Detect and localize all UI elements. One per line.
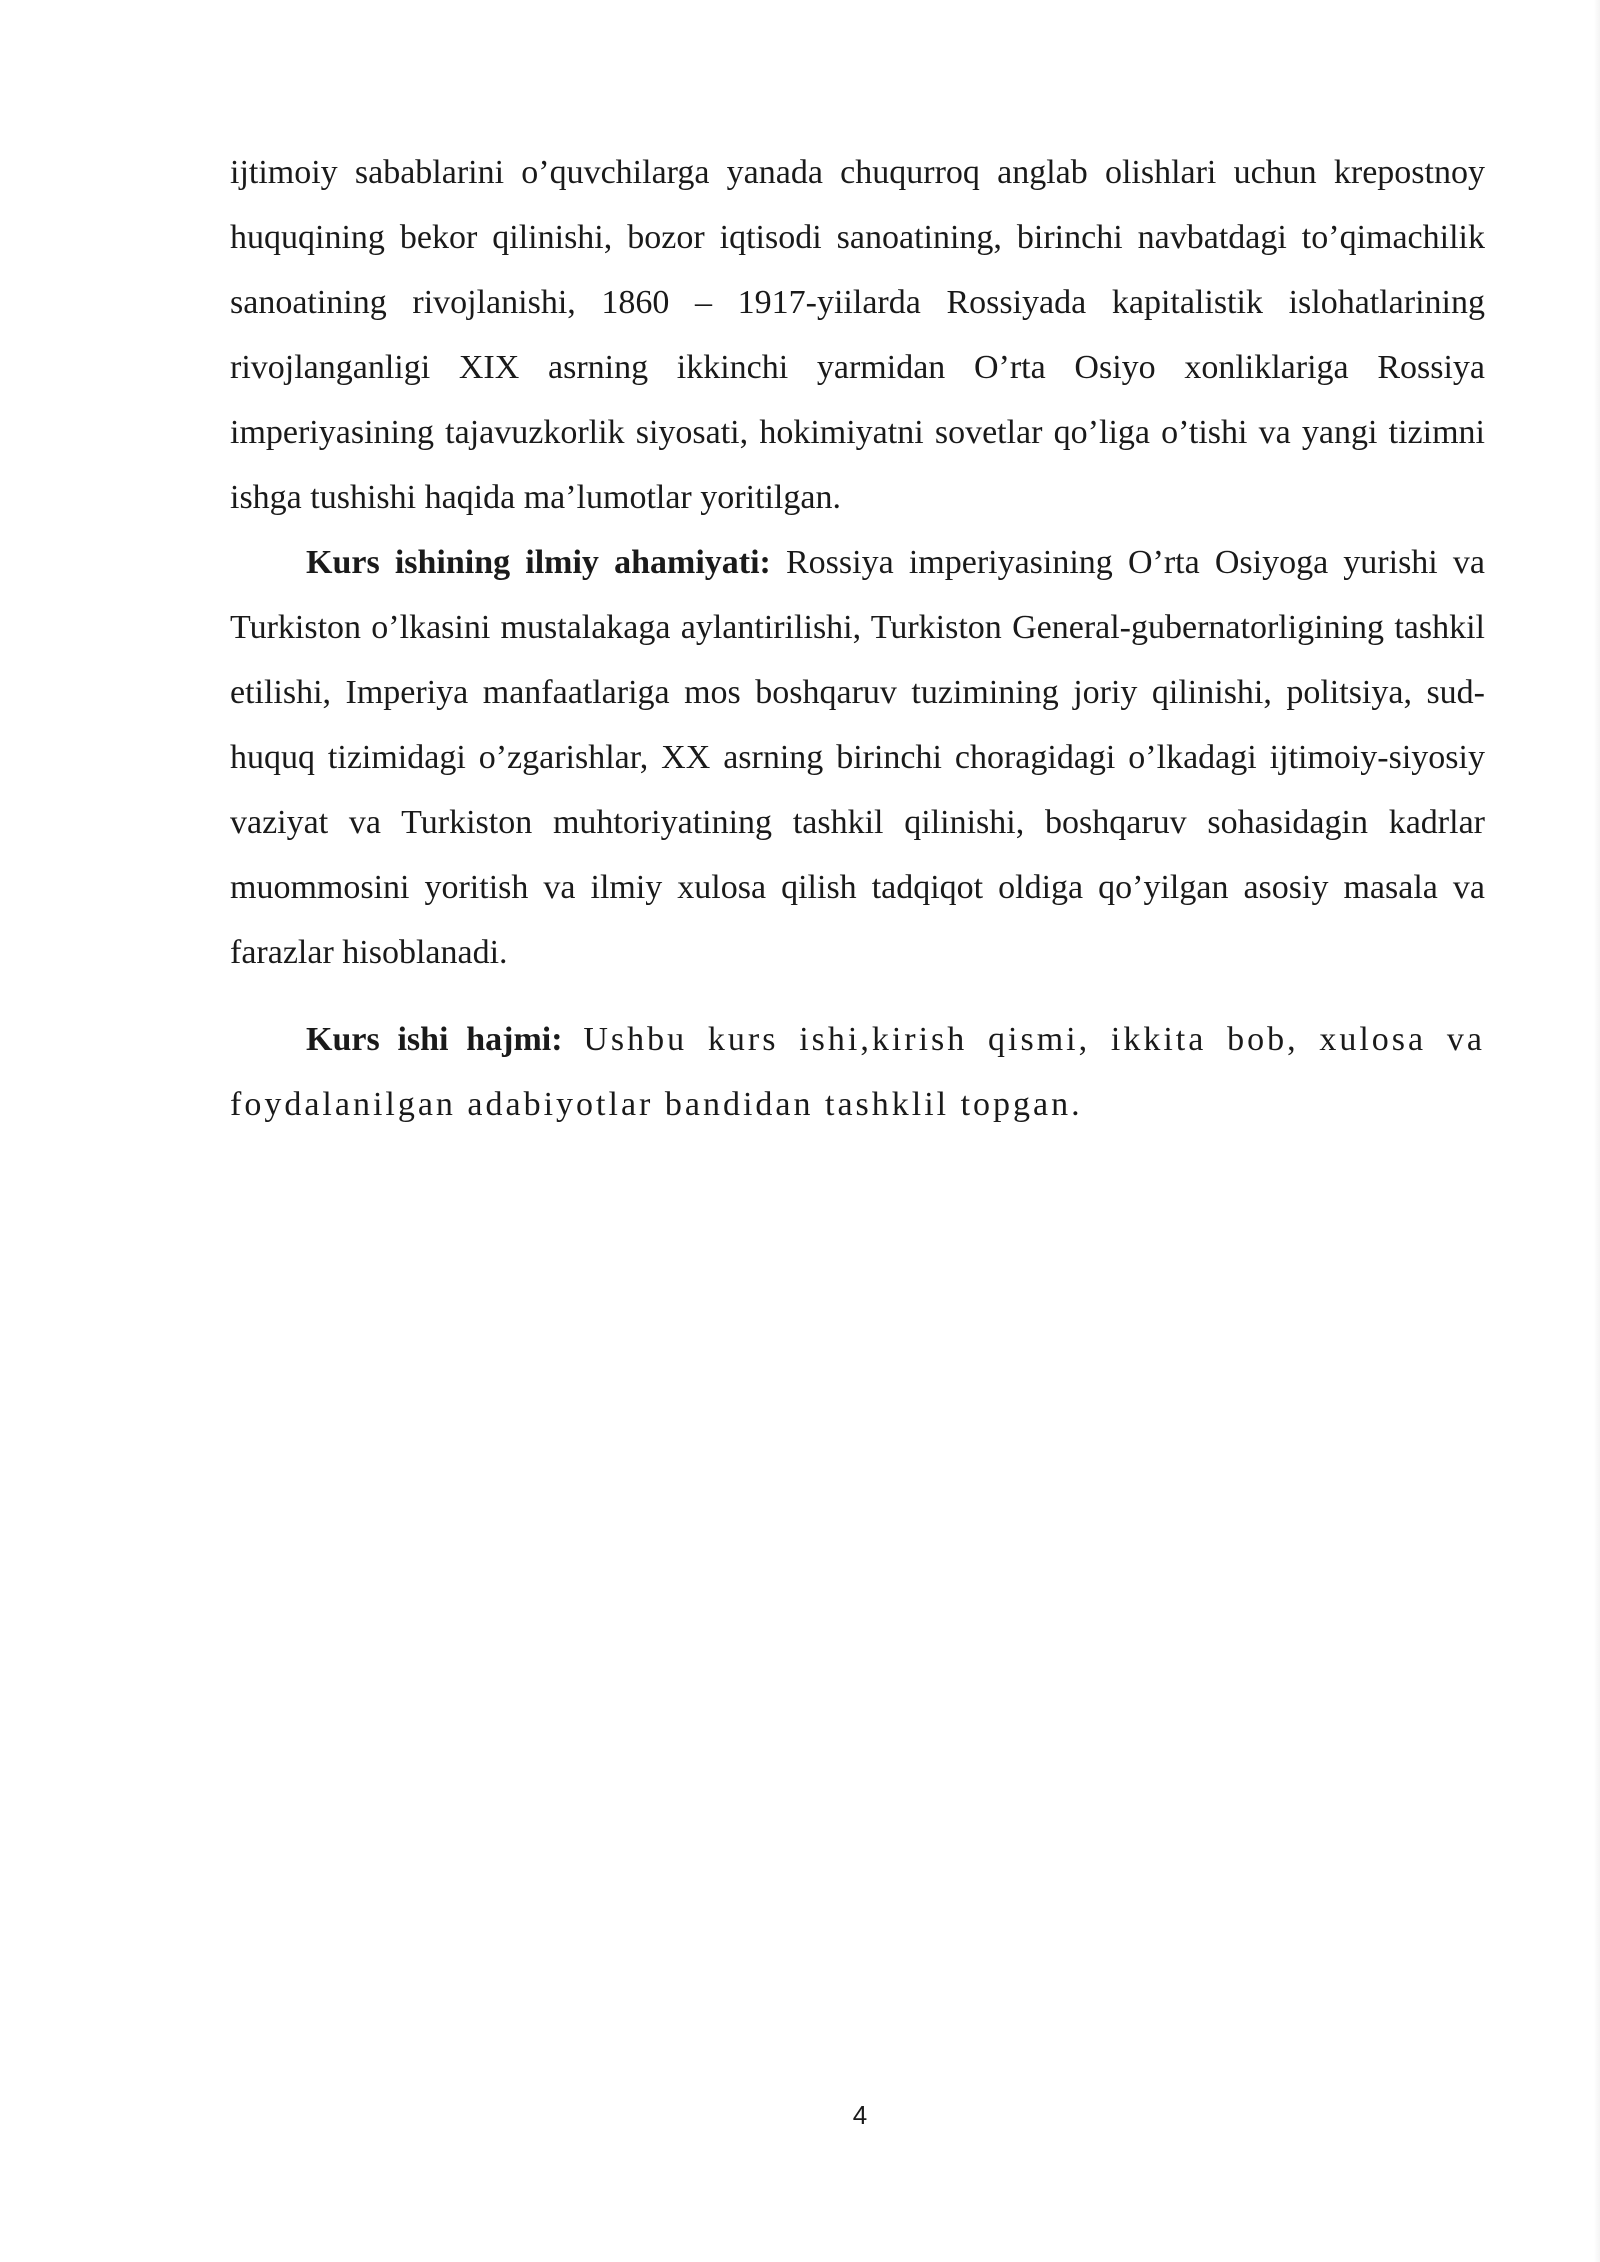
paragraph-course-work-volume bbox=[230, 1007, 1485, 1137]
scientific-significance-heading: Kurs ishining ilmiy ahamiyati: bbox=[306, 544, 771, 581]
scientific-significance-text: Rossiya imperiyasining O’rta Osiyoga yurishi va Turkiston o’lkasini mustalakaga aylantirilishi, Turkiston General-gubernatorligining tashkil etilishi, Imperiya manfaatlariga mos boshqaruv tuzimining joriy qilinishi, politsiya, sud-huquq tizimidagi o’zgarishlar, XX asrning birinchi choragidagi o’lkadagi ijtimoiy-siyosiy vaziyat va Turkiston muhtoriyatining tashkil qilinishi, boshqaruv sohasidagin kadrlar muommosini yoritish va ilmiy xulosa qilish tadqiqot oldiga qo’yilgan asosiy masala va farazlar hisoblanadi. bbox=[230, 544, 1485, 971]
paragraph-intro-continuation: ijtimoiy sabablarini o’quvchilarga yanada chuqurroq anglab olishlari uchun krepostnoy huquqining bekor qilinishi, bozor iqtisodi sanoatining, birinchi navbatdagi to’qimachilik sanoatining rivojlanishi, 1860 – 1917-yiilarda Rossiyada kapitalistik islohatlarining rivojlanganligi XIX asrning ikkinchi yarmidan O’rta Osiyo xonliklariga Rossiya imperiyasining tajavuzkorlik siyosati, hokimiyatni sovetlar qo’liga o’tishi va yangi tizimni ishga tushishi haqida ma’lumotlar yoritilgan. bbox=[230, 154, 1485, 516]
course-work-volume-text: Ushbu kurs ishi,kirish qismi, ikkita bob, xulosa va foydalanilgan adabiyotlar bandidan tashklil topgan. bbox=[230, 1021, 1485, 1123]
page-number: 4 bbox=[852, 2100, 868, 2130]
paragraph-scientific-significance bbox=[230, 530, 1485, 985]
course-work-volume-heading: Kurs ishi hajmi: bbox=[306, 1021, 563, 1058]
document-body bbox=[230, 140, 1485, 1137]
page-edge bbox=[1594, 0, 1600, 2262]
